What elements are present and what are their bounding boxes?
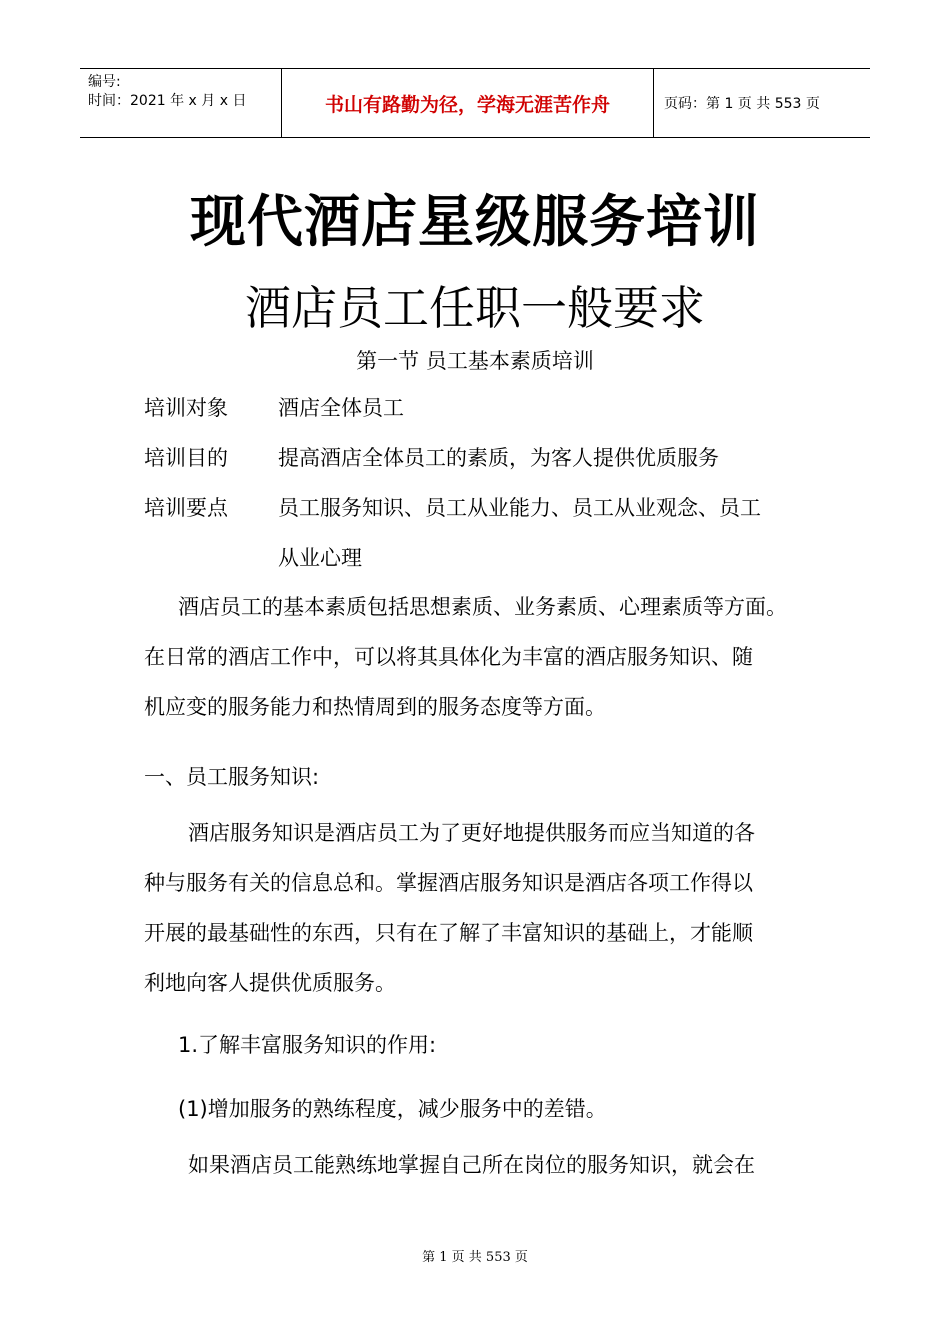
knowledge-line-3: 开展的最基础性的东西，只有在了解了丰富知识的基础上，才能顺	[144, 921, 753, 945]
page-header	[80, 68, 870, 138]
header-page-info: 页码：第 1 页 共 553 页	[664, 96, 820, 112]
section-title: 第一节 员工基本素质培训	[356, 349, 594, 373]
document-number-label: 编号:	[88, 74, 121, 90]
intro-line-1: 酒店员工的基本素质包括思想素质、业务素质、心理素质等方面。	[178, 595, 787, 619]
training-goal-label: 培训目的	[144, 446, 228, 470]
knowledge-line-1: 酒店服务知识是酒店员工为了更好地提供服务而应当知道的各	[188, 821, 755, 845]
header-meta	[80, 69, 281, 137]
training-target-label: 培训对象	[144, 396, 228, 420]
subheading-role: 1.了解丰富服务知识的作用:	[178, 1033, 437, 1057]
document-title: 现代酒店星级服务培训	[190, 190, 760, 255]
heading-service-knowledge: 一、员工服务知识:	[144, 765, 320, 789]
document-subtitle: 酒店员工任职一般要求	[245, 281, 705, 335]
intro-line-3: 机应变的服务能力和热情周到的服务态度等方面。	[144, 695, 606, 719]
knowledge-line-2: 种与服务有关的信息总和。掌握酒店服务知识是酒店各项工作得以	[144, 871, 753, 895]
header-motto: 书山有路勤为径，学海无涯苦作舟	[281, 69, 654, 137]
training-target-value: 酒店全体员工	[278, 396, 404, 420]
training-points-label: 培训要点	[144, 496, 228, 520]
training-goal-value: 提高酒店全体员工的素质，为客人提供优质服务	[278, 446, 719, 470]
item-1: (1)增加服务的熟练程度，减少服务中的差错。	[178, 1097, 607, 1121]
page-footer: 第 1 页 共 553 页	[422, 1250, 528, 1265]
last-line: 如果酒店员工能熟练地掌握自己所在岗位的服务知识，就会在	[188, 1153, 755, 1177]
knowledge-line-4: 利地向客人提供优质服务。	[144, 971, 396, 995]
intro-line-2: 在日常的酒店工作中，可以将其具体化为丰富的酒店服务知识、随	[144, 645, 753, 669]
training-points-line-1: 员工服务知识、员工从业能力、员工从业观念、员工	[278, 496, 761, 520]
document-date: 时间：2021 年 x 月 x 日	[88, 93, 247, 109]
training-points-line-2: 从业心理	[278, 546, 362, 570]
